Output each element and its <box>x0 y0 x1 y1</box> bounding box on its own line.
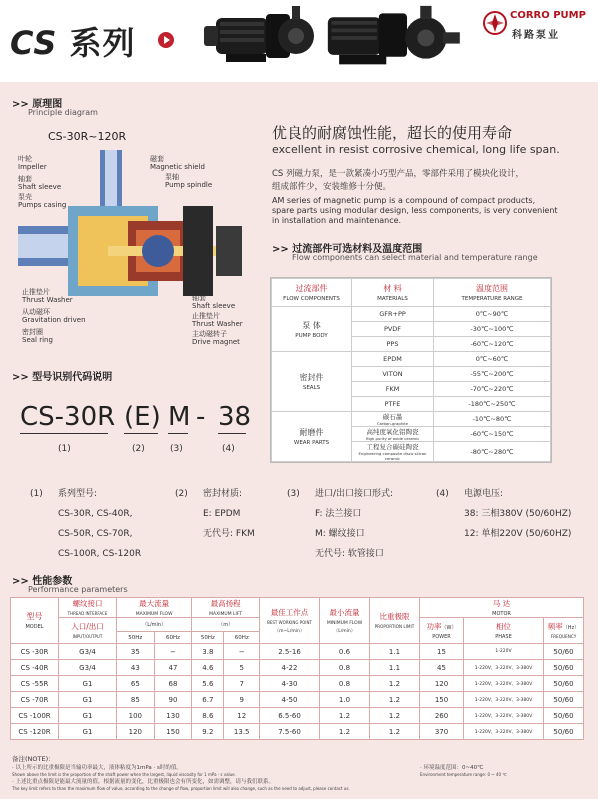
table-cell: 1.2 <box>370 676 420 692</box>
table-cell: 0.6 <box>320 644 370 660</box>
table-cell: 150 <box>420 692 464 708</box>
col-frequency: 频率（Hz） FREQUENCY <box>544 618 584 644</box>
material-cell: PPS <box>352 337 434 352</box>
table-cell: 5 <box>224 660 260 676</box>
table-row <box>11 692 584 708</box>
table-cell: G1 <box>59 724 117 740</box>
table-cell: 50/60 <box>544 660 584 676</box>
table-cell: 1.1 <box>370 660 420 676</box>
code-num-1: (1) <box>58 444 71 454</box>
material-cell: EPDM <box>352 352 434 367</box>
pump-image-2 <box>316 4 466 70</box>
col-model: 型号 MODEL <box>11 598 59 644</box>
table-row <box>11 660 584 676</box>
table-cell: 4.6 <box>192 660 224 676</box>
underline-3 <box>168 433 188 434</box>
table-cell: 65 <box>117 676 155 692</box>
col-lift: 最高扬程 MAXIMUM LIFT <box>192 598 260 618</box>
table-cell: 3.8 <box>192 644 224 660</box>
material-cell: PTFE <box>352 397 434 412</box>
table-cell: CS -55R <box>11 676 59 692</box>
table-cell: 50/60 <box>544 708 584 724</box>
flow-unit: （L/min） <box>117 618 192 632</box>
temp-cell: -55℃~200℃ <box>434 367 551 382</box>
table-cell: 9.2 <box>192 724 224 740</box>
table-cell: 7.5-60 <box>260 724 320 740</box>
table-cell: 4-22 <box>260 660 320 676</box>
label-shaft-sleeve-2: 轴套 Shaft sleeve <box>192 294 236 310</box>
table-cell: 1-220V、3-220V、3-380V <box>464 676 544 692</box>
table-cell: − <box>224 644 260 660</box>
table-cell: 6.7 <box>192 692 224 708</box>
material-cell: 工程复合碳硅陶瓷 Engineering composite disco silicon ceramic <box>352 442 434 462</box>
flow-50hz: 50Hz <box>117 632 155 644</box>
code-num-4: (4) <box>222 444 235 454</box>
material-cell: 高纯度氧化铝陶瓷 High purity of oxide ceramic <box>352 427 434 442</box>
table-cell: 1.2 <box>320 724 370 740</box>
underline-1 <box>20 433 108 434</box>
legend-4: (4) 电源电压: 38: 三相380V (50/60HZ) 12: 单相220V (50/60HZ) <box>436 489 572 539</box>
headline-en: excellent in resist corrosive chemical, long life span. <box>272 143 560 156</box>
temp-cell: -70℃~220℃ <box>434 382 551 397</box>
table-cell: CS -70R <box>11 692 59 708</box>
code-part-4: 38 <box>218 402 252 432</box>
lift-50hz: 50Hz <box>192 632 224 644</box>
legend-2: (2) 密封材质: E: EPDM 无代号: FKM <box>175 489 255 539</box>
label-seal-ring: 密封圈 Seal ring <box>22 328 53 344</box>
table-cell: 5.6 <box>192 676 224 692</box>
temp-cell: -80℃~280℃ <box>434 442 551 462</box>
code-num-3: (3) <box>170 444 183 454</box>
table-cell: G3/4 <box>59 660 117 676</box>
group-pump-body: 泵 体 PUMP BODY <box>272 307 352 352</box>
header-materials: 材 料 MATERIALS <box>352 279 434 307</box>
material-cell: GFR+PP <box>352 307 434 322</box>
temp-cell: -30℃~100℃ <box>434 322 551 337</box>
col-min: 最小流量 MINIMUM FLOW （L/min） <box>320 598 370 644</box>
table-cell: 1-220V、3-220V、3-380V <box>464 692 544 708</box>
table-cell: 9 <box>224 692 260 708</box>
header-temperature: 温度范围 TEMPERATURE RANGE <box>434 279 551 307</box>
temp-cell: -60℃~150℃ <box>434 427 551 442</box>
table-cell: G1 <box>59 676 117 692</box>
table-cell: 15 <box>420 644 464 660</box>
play-icon[interactable] <box>158 32 174 48</box>
table-cell: 90 <box>154 692 192 708</box>
table-cell: 6.5-60 <box>260 708 320 724</box>
col-best: 最佳工作点 BEST WORKING POINT （m~L/min） <box>260 598 320 644</box>
col-proportion: 比重极限 PROPORTION LIMIT <box>370 598 420 644</box>
table-cell: 120 <box>420 676 464 692</box>
table-row <box>11 708 584 724</box>
brand-logo <box>482 8 586 42</box>
material-cell: VITON <box>352 367 434 382</box>
table-cell: 0.8 <box>320 660 370 676</box>
col-port-io: 入口/出口 INPUT/OUTPUT <box>59 618 117 644</box>
table-cell: 100 <box>117 708 155 724</box>
col-motor: 马 达 MOTOR <box>420 598 584 618</box>
legend-1: (1) 系列型号: CS-30R, CS-40R, CS-50R, CS-70R, CS-100R, CS-120R <box>30 489 142 559</box>
underline-2 <box>124 433 158 434</box>
legend-3: (3) 进口/出口接口形式: F: 法兰接口 M: 螺纹接口 无代号: 软管接口 <box>287 489 394 559</box>
materials-title-en: Flow components can select material and temperature range <box>292 253 538 262</box>
label-gravitation-driven: 从动磁环 Gravitation driven <box>22 308 86 324</box>
performance-title-en: Performance parameters <box>28 585 128 594</box>
table-row <box>11 724 584 740</box>
table-cell: 4-30 <box>260 676 320 692</box>
col-phase: 相位 PHASE <box>464 618 544 644</box>
code-dash: - <box>196 402 206 432</box>
table-row <box>11 676 584 692</box>
table-cell: CS -100R <box>11 708 59 724</box>
table-cell: 130 <box>154 708 192 724</box>
table-cell: 47 <box>154 660 192 676</box>
table-cell: 1-220V <box>464 644 544 660</box>
table-cell: 50/60 <box>544 692 584 708</box>
label-thrust-washer-2: 止推垫片 Thrust Washer <box>192 312 243 328</box>
principle-title-en: Principle diagram <box>28 108 98 117</box>
code-part-2: (E) <box>124 402 161 432</box>
label-thrust-washer: 止推垫片 Thrust Washer <box>22 288 73 304</box>
lift-unit: （m） <box>192 618 260 632</box>
principle-model: CS-30R~120R <box>48 130 127 143</box>
table-cell: 45 <box>420 660 464 676</box>
table-cell: 35 <box>117 644 155 660</box>
table-cell: 0.8 <box>320 676 370 692</box>
table-cell: 1.2 <box>370 724 420 740</box>
temp-cell: -60℃~120℃ <box>434 337 551 352</box>
logo-text-cn: 科路泵业 <box>512 30 560 41</box>
table-cell: 50/60 <box>544 724 584 740</box>
group-wear-parts: 耐磨件 WEAR PARTS <box>272 412 352 462</box>
table-cell: 1.2 <box>320 708 370 724</box>
table-cell: CS -30R <box>11 644 59 660</box>
group-seals: 密封件 SEALS <box>272 352 352 412</box>
col-flow: 最大流量 MAXIMUM FLOW <box>117 598 192 618</box>
label-magnetic-shield: 磁套 Magnetic shield <box>150 155 206 171</box>
code-title: >> 型号识别代码说明 <box>12 372 113 383</box>
table-cell: 12 <box>224 708 260 724</box>
headline-cn: 优良的耐腐蚀性能，超长的使用寿命 <box>272 124 513 142</box>
table-cell: 50/60 <box>544 644 584 660</box>
table-cell: 120 <box>117 724 155 740</box>
pump-image-1 <box>196 4 318 70</box>
materials-title: >> 过流部件可选材料及温度范围 <box>272 244 423 255</box>
notes-title: 备注(NOTE)： <box>12 755 55 763</box>
logo-text-en: CORRO PUMP <box>510 10 586 21</box>
table-cell: 1-220V、3-220V、3-380V <box>464 660 544 676</box>
table-cell: 1-220V、3-220V、3-380V <box>464 724 544 740</box>
table-row <box>11 644 584 660</box>
note-env: · 环境温度范围：0~40℃ Environment temperature range: 0 ~ 40 ℃ <box>420 765 507 777</box>
col-power: 功率（W） POWER <box>420 618 464 644</box>
label-impeller: 叶轮 Impeller <box>18 155 47 171</box>
material-cell: PVDF <box>352 322 434 337</box>
table-cell: 50/60 <box>544 676 584 692</box>
temp-cell: 0℃~90℃ <box>434 307 551 322</box>
temp-cell: -10℃~80℃ <box>434 412 551 427</box>
table-cell: 68 <box>154 676 192 692</box>
logo-icon <box>482 8 508 38</box>
table-cell: CS -40R <box>11 660 59 676</box>
table-cell: 260 <box>420 708 464 724</box>
label-shaft-sleeve: 轴套 Shaft sleeve <box>18 175 62 191</box>
table-cell: 1.2 <box>370 708 420 724</box>
intro-cn: CS 列磁力泵，是一款紧凑小巧型产品，零部件采用了模块化设计， 组成部件少，安装维修十分便。 <box>272 169 525 192</box>
performance-title: >> 性能参数 <box>12 576 73 587</box>
table-cell: 7 <box>224 676 260 692</box>
table-cell: G1 <box>59 708 117 724</box>
note-1: · 以上所示的比重极限是当输功率最大，液体粘度为1mPa · s时的值。 Shown above the limit is the proportion of the shaft power when the largest, liquid viscosity for 1 mPa · s value. <box>12 765 236 777</box>
table-cell: 150 <box>154 724 192 740</box>
temp-cell: 0℃~60℃ <box>434 352 551 367</box>
lift-60hz: 60Hz <box>224 632 260 644</box>
table-cell: 13.5 <box>224 724 260 740</box>
table-cell: 1.0 <box>320 692 370 708</box>
note-2: · 上述比重点极限是能最大流量的值，根据流量的变化，比重极限也会有所变化，如需调整，请与我们联系。 The key limit refers to than the maximum flow of value, according to the change of flow, proportion limit will also change, such as the need to adjust, please contact us. <box>12 779 350 791</box>
material-cell: 碳石墨 Carbon-graphite <box>352 412 434 427</box>
table-cell: 4-50 <box>260 692 320 708</box>
table-cell: CS -120R <box>11 724 59 740</box>
table-cell: G3/4 <box>59 644 117 660</box>
table-cell: 1.1 <box>370 644 420 660</box>
header <box>0 0 598 80</box>
flow-60hz: 60Hz <box>154 632 192 644</box>
table-cell: 43 <box>117 660 155 676</box>
code-part-3: M <box>168 402 191 432</box>
table-cell: 1.2 <box>370 692 420 708</box>
code-part-1: CS-30R <box>20 402 116 432</box>
material-cell: FKM <box>352 382 434 397</box>
header-flow-components: 过流部件 FLOW COMPONENTS <box>272 279 352 307</box>
label-pump-spindle: 泵轴 Pump spindle <box>165 173 213 189</box>
temp-cell: -180℃~250℃ <box>434 397 551 412</box>
table-cell: 85 <box>117 692 155 708</box>
table-cell: 8.6 <box>192 708 224 724</box>
intro-en: AM series of magnetic pump is a compound of compact products, spare parts using modular design, less components, is very convenient in installation and maintenance. <box>272 196 558 225</box>
label-pumps-casing: 泵壳 Pumps casing <box>18 193 67 209</box>
table-cell: 2.5-16 <box>260 644 320 660</box>
table-cell: 370 <box>420 724 464 740</box>
series-title: CS 系列 <box>10 24 136 62</box>
col-port: 螺纹接口 THREAD INTERFACE <box>59 598 117 618</box>
materials-table <box>270 277 552 463</box>
principle-title: >> 原理图 <box>12 99 63 110</box>
performance-table <box>10 597 584 740</box>
table-cell: − <box>154 644 192 660</box>
code-num-2: (2) <box>132 444 145 454</box>
label-drive-magnet: 主动磁转子 Drive magnet <box>192 330 240 346</box>
table-cell: 1-220V、3-220V、3-380V <box>464 708 544 724</box>
underline-4 <box>218 433 246 434</box>
table-cell: G1 <box>59 692 117 708</box>
